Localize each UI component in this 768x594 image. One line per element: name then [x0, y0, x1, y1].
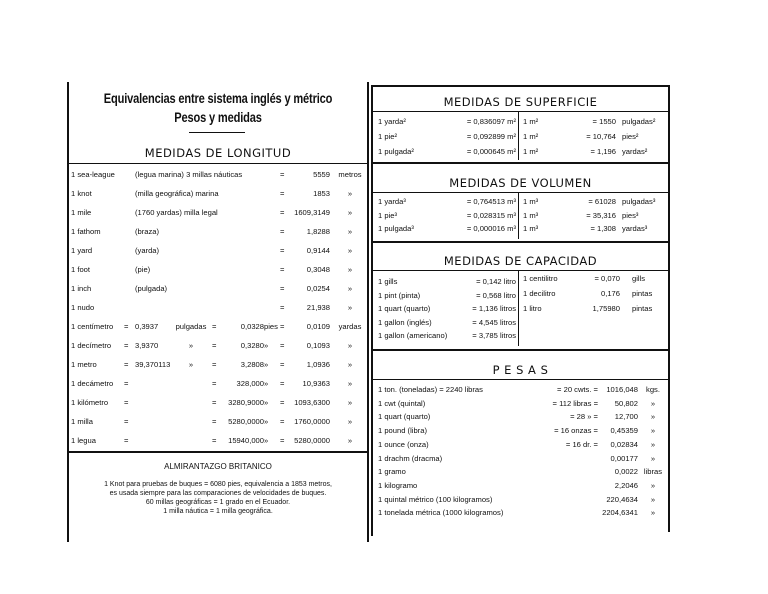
center-divider-right: [371, 86, 373, 536]
almirantazgo-line-4: 1 milla náutica = 1 milla geográfica.: [163, 508, 273, 515]
superficie-left-value: = 0,000645 m²: [466, 147, 516, 156]
pesas-name: 1 tonelada métrica (1000 kilogramos): [378, 508, 504, 518]
title-underline: [189, 132, 245, 133]
metric-unit-3: »: [347, 360, 353, 369]
longitud-eq: =: [280, 227, 285, 236]
pesas-unit: »: [650, 426, 656, 436]
volumen-right-value: = 61028: [588, 197, 616, 206]
almirantazgo-line-1: 1 Knot para pruebas de buques = 6080 pies, equivalencia a 1853 metros,: [104, 481, 332, 488]
capacidad-left-value: = 4,545 litros: [472, 317, 516, 327]
longitud-value: 1609,3149: [294, 208, 330, 217]
metric-eq-2: =: [212, 360, 217, 369]
metric-eq-1: =: [124, 341, 129, 350]
pesas-unit: kgs.: [646, 385, 660, 394]
right-border: [668, 86, 670, 532]
metric-name: 1 kilómetro: [71, 398, 109, 407]
superficie-right-unit: yardas²: [622, 147, 648, 156]
metric-value-2: 3280,9000: [228, 398, 264, 407]
heading-longitud: MEDIDAS DE LONGITUD: [144, 146, 292, 160]
superficie-right-unit: pies²: [622, 132, 639, 141]
longitud-value: 1853: [313, 189, 330, 198]
metric-value-2: 328,000: [236, 379, 264, 388]
metric-unit-2: »: [264, 379, 269, 388]
volumen-right-unit: yardas³: [622, 224, 648, 233]
metric-eq-1: =: [124, 360, 129, 369]
superficie-right-unit: pulgadas²: [622, 117, 656, 126]
metric-value-3: 1093,6300: [294, 398, 330, 407]
pesas-rule: [371, 379, 670, 380]
pesas-kg-value: 0,00177: [610, 453, 638, 463]
metric-eq-2: =: [212, 341, 217, 350]
metric-name: 1 milla: [71, 417, 93, 426]
metric-value-2: 0,3280: [240, 341, 264, 350]
longitud-value: 1,8288: [306, 227, 330, 236]
superficie-left-name: 1 pulgada²: [378, 147, 414, 156]
capacidad-left-value: = 0,568 litro: [476, 290, 516, 300]
pesas-conversion: = 20 cwts. =: [557, 385, 598, 394]
pesas-kg-value: 2,2046: [614, 480, 638, 490]
metric-value-3: 0,0109: [306, 322, 330, 331]
pesas-conversion: = 112 libras =: [552, 398, 598, 408]
metric-unit-1: »: [188, 360, 194, 369]
metric-unit-2: »: [264, 398, 269, 407]
pesas-kg-value: 0,45359: [610, 426, 638, 436]
pesas-top-rule: [371, 349, 670, 351]
metric-unit-3: »: [347, 398, 353, 407]
heading-superficie: MEDIDAS DE SUPERFICIE: [443, 95, 598, 109]
metric-value-2: 5280,0000: [228, 417, 264, 426]
capacidad-right-value: 1,75980: [592, 304, 620, 313]
superficie-left-value: = 0,092899 m²: [466, 132, 516, 141]
superficie-left-value: = 0,836097 m²: [466, 117, 516, 126]
metric-eq-3: =: [280, 417, 285, 426]
pesas-unit: »: [650, 494, 656, 504]
pesas-unit: »: [650, 480, 656, 490]
longitud-desc: (pulgada): [135, 284, 168, 293]
metric-eq-2: =: [212, 322, 217, 331]
longitud-desc: (braza): [135, 227, 160, 236]
capacidad-rule: [371, 270, 670, 271]
pesas-kg-value: 50,802: [614, 398, 638, 408]
metric-value-1: 0,3937: [135, 322, 159, 331]
capacidad-top-rule: [371, 241, 670, 243]
longitud-eq: =: [280, 189, 285, 198]
metric-unit-3: »: [347, 436, 353, 445]
metric-unit-3: »: [347, 341, 353, 350]
metric-name: 1 decímetro: [71, 341, 112, 350]
metric-eq-1: =: [124, 436, 129, 445]
superficie-right-value: = 1,196: [590, 147, 616, 156]
longitud-value: 0,0254: [306, 284, 330, 293]
pesas-name: 1 kilogramo: [378, 480, 418, 490]
superficie-split: [518, 112, 519, 160]
metric-value-1: 3,9370: [135, 341, 159, 350]
metric-value-2: 15940,000: [228, 436, 264, 445]
heading-volumen: MEDIDAS DE VOLUMEN: [449, 176, 592, 190]
volumen-right-name: 1 m³: [523, 224, 539, 233]
pesas-kg-value: 2204,6341: [602, 508, 638, 518]
longitud-desc: (pie): [135, 265, 151, 274]
capacidad-left-value: = 0,142 litro: [476, 277, 516, 286]
longitud-name: 1 mile: [71, 208, 92, 217]
longitud-unit: »: [347, 208, 353, 217]
pesas-name: 1 ounce (onza): [378, 439, 429, 449]
pesas-conversion: = 16 onzas =: [554, 426, 598, 436]
metric-name: 1 decámetro: [71, 379, 114, 388]
almirantazgo-line-2: es usada siempre para las comparaciones de velocidades de buques.: [109, 490, 327, 497]
pesas-kg-value: 0,02834: [610, 439, 638, 449]
longitud-desc: (milla geográfica) marina: [135, 189, 219, 198]
metric-value-3: 10,9363: [302, 379, 330, 388]
metric-eq-2: =: [212, 398, 217, 407]
capacidad-right-name: 1 centilitro: [523, 274, 558, 283]
longitud-value: 5559: [313, 170, 330, 179]
volumen-left-value: = 0,764513 m³: [466, 197, 516, 206]
superficie-right-name: 1 m²: [523, 132, 539, 141]
superficie-left-name: 1 yarda²: [378, 117, 406, 126]
pesas-unit: »: [650, 508, 656, 518]
volumen-top-rule: [371, 162, 670, 164]
metric-eq-2: =: [212, 436, 217, 445]
capacidad-left-name: 1 gallon (inglés): [378, 317, 432, 327]
longitud-eq: =: [280, 265, 285, 274]
pesas-unit: »: [650, 453, 656, 463]
metric-unit-3: »: [347, 379, 353, 388]
superficie-right-value: = 1550: [592, 117, 616, 126]
metric-unit-3: »: [347, 417, 353, 426]
pesas-name: 1 quintal métrico (100 kilogramos): [378, 494, 493, 504]
metric-unit-2: »: [264, 341, 269, 350]
pesas-unit: libras: [643, 467, 663, 477]
capacidad-split: [518, 271, 519, 346]
longitud-name: 1 nudo: [71, 303, 95, 312]
pesas-conversion: = 28 » =: [570, 412, 598, 422]
almirantazgo-rule: [69, 451, 367, 453]
metric-unit-2: pies: [264, 322, 278, 331]
superficie-rule: [371, 111, 670, 112]
volumen-right-name: 1 m³: [523, 197, 539, 206]
capacidad-right-unit: pintas: [632, 289, 653, 298]
pesas-unit: »: [650, 439, 656, 449]
metric-eq-3: =: [280, 322, 285, 331]
metric-unit-2: »: [264, 417, 269, 426]
volumen-right-unit: pies³: [622, 210, 639, 220]
metric-unit-2: »: [264, 436, 269, 445]
pesas-name: 1 pound (libra): [378, 426, 427, 436]
longitud-value: 21,938: [306, 303, 330, 312]
longitud-eq: =: [280, 284, 285, 293]
metric-eq-1: =: [124, 379, 129, 388]
volumen-rule: [371, 192, 670, 193]
metric-value-3: 5280,0000: [294, 436, 330, 445]
metric-unit-1: pulgadas: [175, 322, 207, 331]
metric-eq-1: =: [124, 322, 129, 331]
capacidad-right-name: 1 decilitro: [523, 289, 556, 298]
pesas-name: 1 quart (quarto): [378, 412, 431, 422]
metric-value-2: 0,0328: [240, 322, 264, 331]
longitud-desc: (legua marina) 3 millas náuticas: [135, 170, 243, 179]
capacidad-right-value: = 0,070: [594, 274, 620, 283]
longitud-name: 1 sea-league: [71, 170, 115, 179]
longitud-value: 0,3048: [306, 265, 330, 274]
longitud-name: 1 knot: [71, 189, 92, 198]
longitud-rule: [69, 163, 367, 164]
metric-eq-1: =: [124, 417, 129, 426]
heading-pesas: P E S A S: [492, 363, 549, 377]
metric-unit-3: yardas: [338, 322, 362, 331]
metric-eq-3: =: [280, 360, 285, 369]
metric-eq-1: =: [124, 398, 129, 407]
longitud-desc: (yarda): [135, 246, 160, 255]
metric-eq-2: =: [212, 417, 217, 426]
longitud-eq: =: [280, 303, 285, 312]
volumen-right-unit: pulgadas³: [622, 197, 656, 206]
capacidad-right-name: 1 litro: [523, 304, 542, 313]
pesas-unit: »: [650, 398, 656, 408]
capacidad-right-value: 0,176: [600, 289, 620, 298]
pesas-name: 1 drachm (dracma): [378, 453, 443, 463]
volumen-left-value: = 0,028315 m³: [466, 210, 516, 220]
volumen-left-name: 1 pulgada³: [378, 224, 414, 233]
heading-capacidad: MEDIDAS DE CAPACIDAD: [443, 254, 598, 268]
longitud-unit: »: [347, 246, 353, 255]
volumen-left-name: 1 yarda³: [378, 197, 406, 206]
metric-eq-3: =: [280, 436, 285, 445]
pesas-kg-value: 1016,048: [606, 385, 638, 394]
metric-value-1: 39,370113: [135, 360, 171, 369]
pesas-name: 1 ton. (toneladas) = 2240 libras: [378, 385, 483, 394]
longitud-unit: »: [347, 227, 353, 236]
pesas-conversion: = 16 dr. =: [565, 439, 598, 449]
superficie-right-name: 1 m²: [523, 147, 539, 156]
capacidad-left-value: = 3,785 litros: [472, 331, 516, 340]
volumen-right-name: 1 m³: [523, 210, 539, 220]
pesas-kg-value: 220,4634: [606, 494, 638, 504]
metric-value-2: 3,2808: [240, 360, 264, 369]
metric-name: 1 legua: [71, 436, 96, 445]
metric-eq-2: =: [212, 379, 217, 388]
right-top-border: [371, 85, 670, 87]
longitud-eq: =: [280, 170, 285, 179]
pesas-name: 1 cwt (quintal): [378, 398, 426, 408]
longitud-eq: =: [280, 208, 285, 217]
title-line-1: Equivalencias entre sistema inglés y métrico: [103, 91, 333, 106]
capacidad-right-unit: pintas: [632, 304, 653, 313]
longitud-name: 1 fathom: [71, 227, 101, 236]
capacidad-right-unit: gills: [632, 274, 646, 283]
superficie-right-value: = 10,764: [586, 132, 616, 141]
capacidad-left-name: 1 pint (pinta): [378, 290, 421, 300]
longitud-unit: »: [347, 303, 353, 312]
metric-name: 1 centímetro: [71, 322, 114, 331]
metric-value-3: 1760,0000: [294, 417, 330, 426]
superficie-left-name: 1 pie²: [378, 132, 397, 141]
longitud-value: 0,9144: [306, 246, 330, 255]
pesas-kg-value: 12,700: [614, 412, 638, 422]
capacidad-left-name: 1 quart (quarto): [378, 304, 431, 313]
metric-eq-3: =: [280, 379, 285, 388]
longitud-unit: metros: [338, 170, 362, 179]
metric-unit-1: »: [188, 341, 194, 350]
longitud-name: 1 foot: [71, 265, 90, 274]
almirantazgo-line-3: 60 millas geográficas = 1 grado en el Ecuador.: [145, 499, 291, 506]
volumen-right-value: = 35,316: [586, 210, 616, 220]
pesas-unit: »: [650, 412, 656, 422]
capacidad-left-name: 1 gallon (americano): [378, 331, 448, 340]
capacidad-left-name: 1 gills: [378, 277, 398, 286]
longitud-desc: (1760 yardas) milla legal: [135, 208, 218, 217]
metric-eq-3: =: [280, 341, 285, 350]
title-line-2: Pesos y medidas: [174, 110, 262, 125]
metric-value-3: 0,1093: [306, 341, 330, 350]
heading-almirantazgo: ALMIRANTAZGO BRITANICO: [164, 462, 272, 471]
metric-value-3: 1,0936: [306, 360, 330, 369]
center-divider: [367, 82, 369, 542]
superficie-right-name: 1 m²: [523, 117, 539, 126]
longitud-unit: »: [347, 189, 353, 198]
volumen-split: [518, 193, 519, 239]
metric-unit-2: »: [264, 360, 269, 369]
pesas-name: 1 gramo: [378, 467, 406, 477]
longitud-name: 1 yard: [71, 246, 93, 255]
longitud-name: 1 inch: [71, 284, 92, 293]
pesas-kg-value: 0,0022: [614, 467, 638, 477]
metric-name: 1 metro: [71, 360, 97, 369]
longitud-eq: =: [280, 246, 285, 255]
metric-eq-3: =: [280, 398, 285, 407]
volumen-left-name: 1 pie³: [378, 210, 397, 220]
longitud-unit: »: [347, 284, 353, 293]
volumen-left-value: = 0,000016 m³: [466, 224, 516, 233]
volumen-right-value: = 1,308: [590, 224, 616, 233]
capacidad-left-value: = 1,136 litros: [472, 304, 516, 313]
longitud-unit: »: [347, 265, 353, 274]
